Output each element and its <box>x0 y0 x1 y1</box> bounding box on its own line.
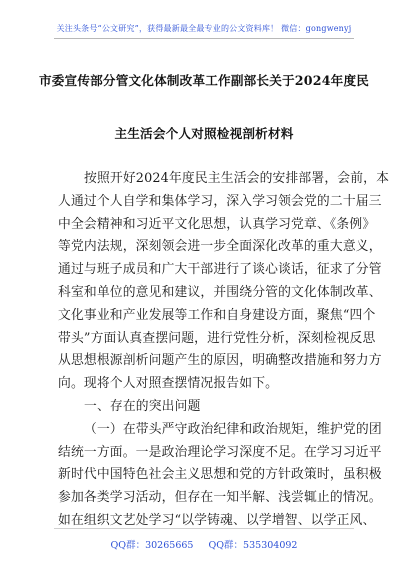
body-line: 从思想根源剖析问题产生的原因，明确整改措施和努力方 <box>58 353 382 369</box>
body-line: 如在组织文艺处学习“以学铸魂、以学增智、以学正风、 <box>58 512 376 528</box>
body-line: 科室和单位的意见和建议，并围绕分管的文化体制改革、 <box>58 284 382 300</box>
body-line: （一）在带头严守政治纪律和政治规矩，维护党的团 <box>84 421 382 437</box>
body-line: 人通过个人自学和集体学习，深入学习领会党的二十届三 <box>58 193 382 209</box>
body-line: 向。现将个人对照查摆情况报告如下。 <box>58 376 279 392</box>
body-line: 结统一方面。一是政治理论学习深度不足。在学习习近平 <box>58 444 382 460</box>
body-line: 通过与班子成员和广大干部进行了谈心谈话，征求了分管 <box>58 262 382 278</box>
body-line: 文化事业和产业发展等工作和自身建设方面，聚焦“四个 <box>58 307 376 323</box>
footer-qq-group-2: QQ群：535304092 <box>208 540 298 551</box>
header-note: 关注头条号“公文研究”，获得最新最全最专业的公文资料库！ 微信：gongwenyj <box>56 24 352 33</box>
document-title-line-1: 市委宣传部分管文化体制改革工作副部长关于2024年度民 <box>38 73 370 88</box>
document-body <box>58 168 390 533</box>
body-line: 按照开好2024年度民主生活会的安排部署，会前，本 <box>84 171 390 186</box>
body-line: 中全会精神和习近平文化思想，认真学习党章、《条例》 <box>58 216 376 232</box>
footer-qq-group-1: QQ群：30265665 <box>110 540 194 551</box>
body-line: 新时代中国特色社会主义思想和党的方针政策时，虽积极 <box>58 467 382 483</box>
body-line: 带头”方面认真查摆问题，进行党性分析，深刻检视反思 <box>58 330 376 346</box>
footer-divider <box>54 528 354 529</box>
footer <box>0 537 408 551</box>
header-divider <box>54 38 354 39</box>
section-heading: 一、存在的突出问题 <box>84 398 201 414</box>
document-title-line-2: 主生活会个人对照检视剖析材料 <box>114 126 294 141</box>
body-line: 等党内法规，深刻领会进一步全面深化改革的重大意义， <box>58 239 382 255</box>
body-line: 参加各类学习活动，但存在一知半解、浅尝辄止的情况。 <box>58 490 382 506</box>
